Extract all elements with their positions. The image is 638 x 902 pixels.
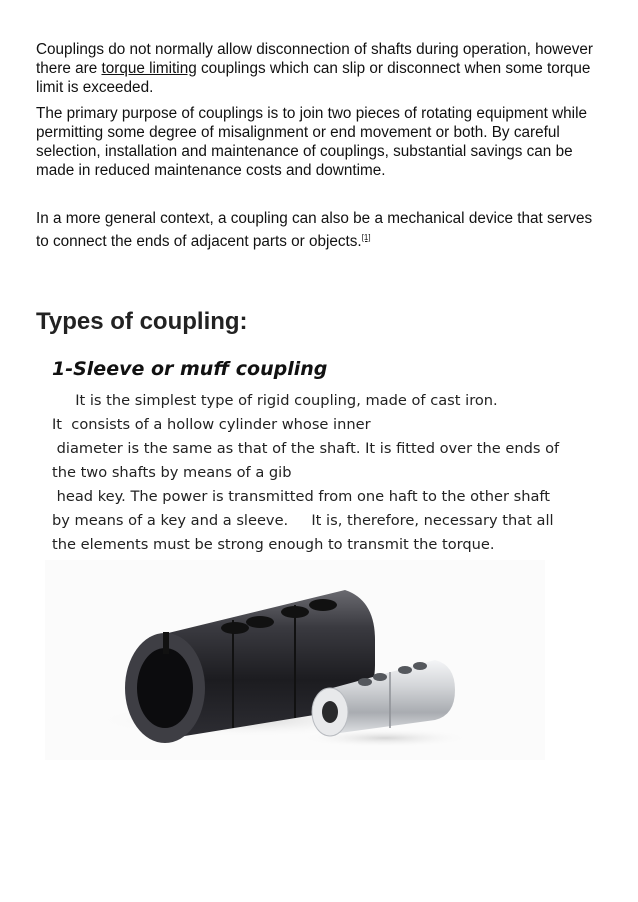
- coupling-photo: [45, 560, 545, 760]
- intro-paragraph-1: [36, 40, 596, 97]
- intro-paragraph-2: The primary purpose of couplings is to join two pieces of rotating equipment while permitting some degree of misalignment or end movement or both. By careful selection, installation and maintenance of couplings, substantial savings can be made in reduced maintenance costs and downtime.: [36, 105, 587, 179]
- p3-text: In a more general context, a coupling can also be a mechanical device that serves to connect the ends of adjacent parts or objects.: [36, 210, 593, 251]
- section-heading: Types of coupling:: [36, 308, 248, 335]
- body-line: head key. The power is transmitted from one haft to the other shaft: [52, 488, 551, 505]
- body-line: diameter is the same as that of the shaft. It is fitted over the ends of: [52, 440, 560, 457]
- body-line: by means of a key and a sleeve. It is, therefore, necessary that all: [52, 512, 554, 529]
- body-line: It is the simplest type of rigid coupling, made of cast iron.: [52, 392, 498, 409]
- p1-text-start: Couplings do not normally allow disconnection of shafts during operation, however there are: [36, 41, 593, 77]
- body-line: the elements must be strong enough to transmit the torque.: [52, 536, 495, 553]
- intro-paragraph-3: [36, 209, 596, 251]
- torque-limiting-link[interactable]: torque limiting: [101, 60, 197, 77]
- body-line: It consists of a hollow cylinder whose inner: [52, 416, 371, 433]
- subsection-heading: 1-Sleeve or muff coupling: [52, 358, 328, 380]
- reference-link[interactable]: [1]: [361, 233, 371, 242]
- body-line: the two shafts by means of a gib: [52, 464, 292, 481]
- p1-text-end: couplings which can slip or disconnect when some torque limit is exceeded.: [36, 60, 591, 96]
